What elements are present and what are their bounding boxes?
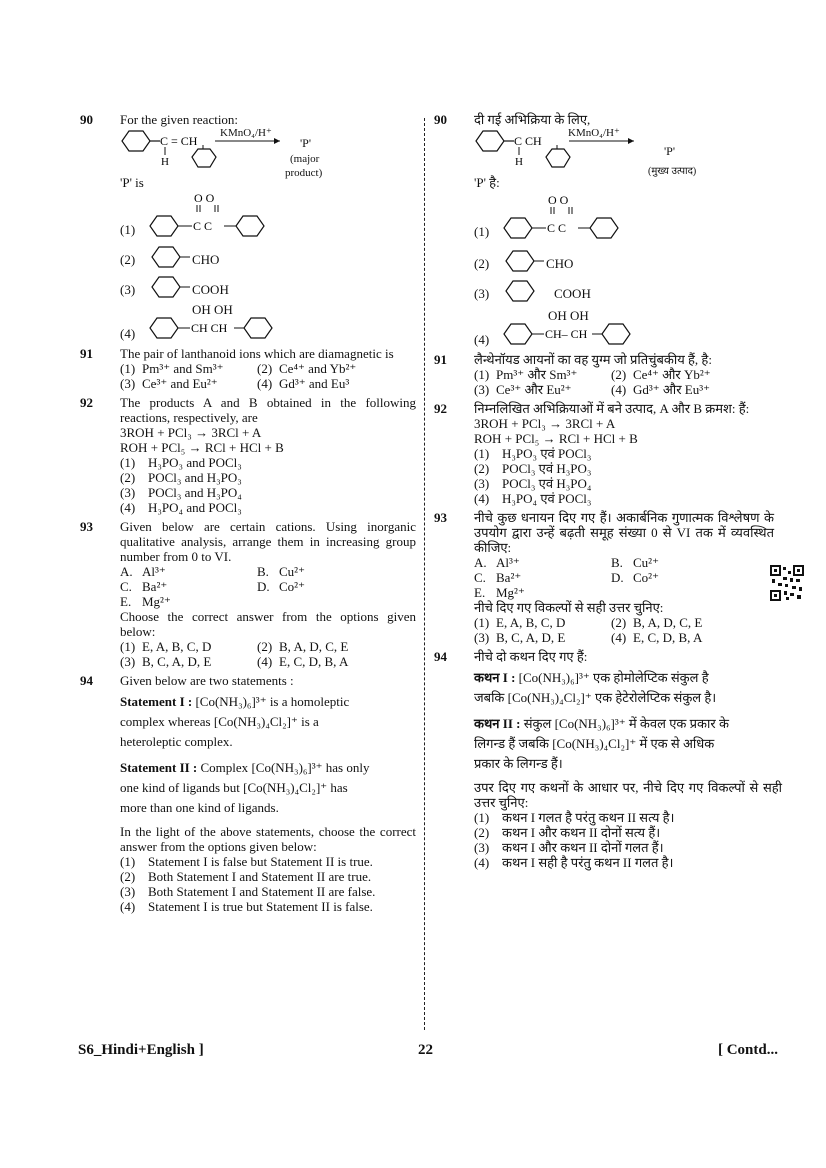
english-column bbox=[78, 112, 416, 918]
contd-label: [ Contd... bbox=[717, 1042, 778, 1058]
question-text: Given below are two statements : bbox=[120, 673, 294, 688]
question-text: निम्नलिखित अभिक्रियाओं में बने उत्पाद, A और B क्रमश: हैं: bbox=[474, 401, 750, 416]
option: (1) H₃PO₃ and POCl₃ bbox=[120, 455, 242, 470]
question-number: 90 bbox=[80, 112, 93, 127]
option-2-ring bbox=[150, 244, 190, 270]
svg-text:O O: O O bbox=[194, 191, 215, 205]
p-is-label: 'P' है: bbox=[474, 175, 500, 190]
options-structures bbox=[474, 190, 782, 348]
svg-text:H: H bbox=[161, 156, 169, 168]
option-1-structure bbox=[146, 190, 316, 240]
option-3-ring bbox=[504, 278, 544, 304]
option-3-ring bbox=[150, 274, 190, 300]
question-91-en bbox=[78, 346, 416, 391]
question-94-en bbox=[78, 673, 416, 914]
option: (2) POCl₃ and H₃PO₃ bbox=[120, 470, 242, 485]
option: (3) Both Statement I and Statement II are false. bbox=[120, 884, 376, 899]
option-number: (4) bbox=[257, 376, 273, 391]
question-text: नीचे कुछ धनायन दिए गए हैं। अकार्बनिक गुणात्मक विश्लेषण के उपयोग द्वारा उन्हें बढ़ती समूह संख्या 0 से VI तक में व्यवस्थित कीजिए: bbox=[474, 510, 774, 555]
option: (4) कथन I सही है परंतु कथन II गलत है। bbox=[474, 855, 674, 870]
svg-text:C = CH: C = CH bbox=[160, 134, 198, 148]
option-number: (1) bbox=[120, 222, 136, 237]
question-number: 90 bbox=[434, 112, 447, 127]
option-4-structure bbox=[146, 314, 316, 342]
question-number: 93 bbox=[80, 519, 93, 534]
option-number: (1) bbox=[474, 224, 490, 239]
reaction-1: 3ROH + PCl₃ → 3RCl + A bbox=[474, 416, 616, 431]
option: (3) कथन I और कथन II दोनों गलत हैं। bbox=[474, 840, 664, 855]
question-number: 94 bbox=[80, 673, 93, 688]
option-number: (2) bbox=[474, 256, 490, 271]
svg-text:C CH: C CH bbox=[514, 134, 542, 148]
svg-text:C C: C C bbox=[547, 221, 567, 235]
reagent-label: KMnO₄/H⁺ bbox=[568, 127, 620, 139]
option: (1) कथन I गलत है परंतु कथन II सत्य है। bbox=[474, 810, 675, 825]
statement-1: कथन I : [Co(NH₃)₆]³⁺ एक होमोलेप्टिक संकुल है जबकि [Co(NH₃)₄Cl₂]⁺ एक हेटेरोलेप्टिक संकुल है। bbox=[474, 670, 717, 705]
paper-code: S6_Hindi+English ] bbox=[78, 1042, 204, 1058]
choose-text: नीचे दिए गए विकल्पों से सही उत्तर चुनिए: bbox=[474, 600, 664, 615]
option-number: (1) bbox=[120, 361, 136, 376]
reaction-2: ROH + PCl₅ → RCl + HCl + B bbox=[120, 440, 284, 455]
option-1-structure bbox=[500, 192, 670, 242]
question-text: The pair of lanthanoid ions which are diamagnetic is bbox=[120, 346, 394, 361]
options: (1) Pm³⁺ और Sm³⁺ (2) Ce⁴⁺ और Yb²⁺ (3) Ce³⁺ और Eu²⁺ (4) Gd³⁺ और Eu³⁺ bbox=[474, 367, 711, 397]
question-93-en bbox=[78, 519, 416, 669]
cation-list: A. Al³⁺ B. Cu²⁺ C. Ba²⁺ D. Co²⁺ E. Mg²⁺ bbox=[120, 564, 305, 609]
statement-1: Statement I : [Co(NH₃)₆]³⁺ is a homoleptic complex whereas [Co(NH₃)₄Cl₂]⁺ is a heteroleptic complex. bbox=[120, 694, 350, 749]
question-number: 93 bbox=[434, 510, 447, 525]
question-text: For the given reaction: bbox=[120, 112, 239, 127]
product-label: 'P' bbox=[300, 136, 311, 150]
svg-text:CH CH: CH CH bbox=[191, 321, 228, 335]
options: (1) E, A, B, C, D (2) B, A, D, C, E (3) B, C, A, D, E (4) E, C, D, B, A bbox=[474, 615, 703, 645]
product-note: (major bbox=[290, 153, 320, 165]
options bbox=[120, 361, 416, 391]
column-divider bbox=[424, 118, 425, 1030]
svg-text:H: H bbox=[515, 156, 523, 168]
option: (2) कथन I और कथन II दोनों सत्य हैं। bbox=[474, 825, 661, 840]
question-text: Given below are certain cations. Using inorganic qualitative analysis, arrange them in increasing group number from 0 to VI. bbox=[120, 519, 416, 564]
question-text: लैन्थेनॉयड आयनों का वह युग्म जो प्रतिचुंबकीय हैं, है: bbox=[474, 352, 712, 367]
p-is-label: 'P' is bbox=[120, 175, 144, 190]
question-number: 92 bbox=[80, 395, 93, 410]
question-90-hi bbox=[432, 112, 782, 348]
page-number: 22 bbox=[418, 1042, 433, 1058]
option-4-oh: OH OH bbox=[548, 308, 589, 323]
option-text: Ce³⁺ and Eu²⁺ bbox=[142, 376, 218, 391]
question-92-en bbox=[78, 395, 416, 515]
qr-code-icon bbox=[770, 565, 804, 601]
option-4-structure bbox=[500, 320, 670, 348]
option: (2) Both Statement I and Statement II are true. bbox=[120, 869, 372, 884]
light-text: उपर दिए गए कथनों के आधार पर, नीचे दिए गए विकल्पों से सही उत्तर चुनिए: bbox=[474, 780, 782, 810]
option: (3) POCl₃ and H₃PO₄ bbox=[120, 485, 242, 500]
product-note: (मुख्य उत्पाद) bbox=[648, 166, 697, 177]
option: (4) H₃PO₄ एवं POCl₃ bbox=[474, 491, 592, 506]
option-number: (3) bbox=[120, 282, 136, 297]
option-number: (3) bbox=[120, 376, 136, 391]
option-number: (2) bbox=[120, 252, 136, 267]
option-2-ring bbox=[504, 248, 544, 274]
question-number: 92 bbox=[434, 401, 447, 416]
question-number: 91 bbox=[434, 352, 447, 367]
question-92-hi bbox=[432, 401, 782, 506]
question-90-en bbox=[78, 112, 416, 342]
question-93-hi bbox=[432, 510, 782, 645]
reaction-1: 3ROH + PCl₃ → 3RCl + A bbox=[120, 425, 262, 440]
option-2-group: CHO bbox=[192, 252, 220, 267]
option-number: (4) bbox=[120, 326, 136, 341]
option-number: (4) bbox=[474, 332, 490, 347]
question-number: 94 bbox=[434, 649, 447, 664]
question-text: The products A and B obtained in the following reactions, respectively, are bbox=[120, 395, 416, 425]
product-note: product) bbox=[285, 167, 323, 179]
svg-text:CH– CH: CH– CH bbox=[545, 327, 588, 341]
question-94-hi bbox=[432, 649, 782, 870]
statement-2: कथन II : संकुल [Co(NH₃)₆]³⁺ में केवल एक प्रकार के लिगन्ड हैं जबकि [Co(NH₃)₄Cl₂]⁺ में एक से अधिक प्रकार के लिगन्ड हैं। bbox=[474, 716, 729, 771]
question-number: 91 bbox=[80, 346, 93, 361]
option-2-group: CHO bbox=[546, 256, 574, 271]
reagent-label: KMnO₄/H⁺ bbox=[220, 127, 272, 139]
product-label: 'P' bbox=[664, 144, 675, 158]
reaction-2: ROH + PCl₅ → RCl + HCl + B bbox=[474, 431, 638, 446]
option: (1) H₃PO₃ एवं POCl₃ bbox=[474, 446, 592, 461]
option-3-group: COOH bbox=[554, 286, 591, 301]
question-91-hi bbox=[432, 352, 782, 397]
svg-text:O O: O O bbox=[548, 193, 569, 207]
question-text: दी गई अभिक्रिया के लिए, bbox=[474, 112, 591, 127]
option-4-oh: OH OH bbox=[192, 302, 233, 317]
cation-list: A. Al³⁺ B. Cu²⁺ C. Ba²⁺ D. Co²⁺ E. Mg²⁺ bbox=[474, 555, 659, 600]
option-text: Pm³⁺ and Sm³⁺ bbox=[142, 361, 224, 376]
option: (2) POCl₃ एवं H₃PO₃ bbox=[474, 461, 592, 476]
statement-2: Statement II : Complex [Co(NH₃)₆]³⁺ has only one kind of ligands but [Co(NH₃)₄Cl₂]⁺ has more than one kind of ligands. bbox=[120, 760, 370, 815]
option-number: (3) bbox=[474, 286, 490, 301]
option: (3) POCl₃ एवं H₃PO₄ bbox=[474, 476, 592, 491]
option-number: (2) bbox=[257, 361, 273, 376]
option-3-group: COOH bbox=[192, 282, 229, 297]
choose-text: Choose the correct answer from the options given below: bbox=[120, 609, 416, 639]
option-text: Gd³⁺ and Eu³ bbox=[279, 376, 350, 391]
question-text: नीचे दो कथन दिए गए हैं: bbox=[474, 649, 588, 664]
options: (1) E, A, B, C, D (2) B, A, D, C, E (3) B, C, A, D, E (4) E, C, D, B, A bbox=[120, 639, 349, 669]
options-structures bbox=[120, 190, 416, 342]
svg-text:C C: C C bbox=[193, 219, 213, 233]
light-text: In the light of the above statements, choose the correct answer from the options given below: bbox=[120, 824, 416, 854]
option: (4) H₃PO₄ and POCl₃ bbox=[120, 500, 242, 515]
option: (1) Statement I is false but Statement II is true. bbox=[120, 854, 373, 869]
option: (4) Statement I is true but Statement II is false. bbox=[120, 899, 373, 914]
option-text: Ce⁴⁺ and Yb²⁺ bbox=[279, 361, 357, 376]
hindi-column bbox=[432, 112, 782, 874]
